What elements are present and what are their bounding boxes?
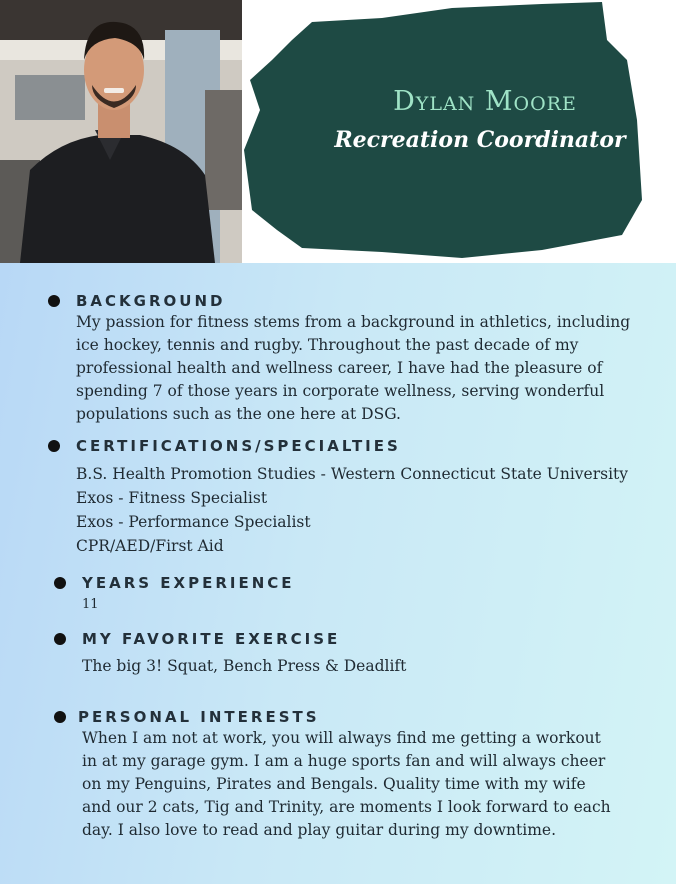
text-line: populations such as the one here at DSG.: [76, 405, 401, 423]
section-certifications: [48, 436, 628, 558]
text-line: on my Penguins, Pirates and Bengals. Quality time with my wife: [82, 775, 586, 793]
section-heading: PERSONAL INTERESTS: [78, 708, 320, 726]
section-heading: BACKGROUND: [76, 292, 226, 310]
profile-photo-art: [0, 0, 242, 263]
section-body: [54, 727, 611, 842]
text-line: When I am not at work, you will always find me getting a workout: [82, 729, 601, 747]
text-line: in at my garage gym. I am a huge sports fan and will always cheer: [82, 752, 606, 770]
section-experience: [54, 573, 295, 616]
section-body: [48, 311, 630, 426]
content-panel: [0, 263, 676, 884]
text-line: day. I also love to read and play guitar during my downtime.: [82, 821, 556, 839]
section-background: [48, 291, 630, 426]
section-favorite-exercise: [54, 629, 406, 678]
experience-value: 11: [82, 597, 99, 612]
section-heading: YEARS EXPERIENCE: [82, 574, 295, 592]
profile-photo: [0, 0, 242, 263]
profile-name: Dylan Moore: [393, 86, 577, 117]
section-interests: [54, 707, 611, 842]
profile-role: Recreation Coordinator: [334, 127, 626, 153]
section-heading: MY FAVORITE EXERCISE: [82, 630, 341, 648]
section-body: [48, 456, 628, 558]
text-line: professional health and wellness career, I have had the pleasure of: [76, 359, 603, 377]
section-body: [54, 593, 295, 616]
text-line: My passion for fitness stems from a background in athletics, including: [76, 313, 631, 331]
text-line: spending 7 of those years in corporate wellness, serving wonderful: [76, 382, 605, 400]
text-line: and our 2 cats, Tig and Trinity, are moments I look forward to each: [82, 798, 611, 816]
text-line: Exos - Performance Specialist: [76, 513, 311, 531]
section-body: [54, 649, 406, 678]
header-panel: [242, 0, 676, 263]
text-line: Exos - Fitness Specialist: [76, 489, 268, 507]
text-line: CPR/AED/First Aid: [76, 537, 224, 555]
favorite-exercise-value: The big 3! Squat, Bench Press & Deadlift: [82, 657, 407, 675]
text-line: B.S. Health Promotion Studies - Western Connecticut State University: [76, 465, 629, 483]
text-line: ice hockey, tennis and rugby. Throughout the past decade of my: [76, 336, 579, 354]
section-heading: CERTIFICATIONS/SPECIALTIES: [76, 437, 401, 455]
